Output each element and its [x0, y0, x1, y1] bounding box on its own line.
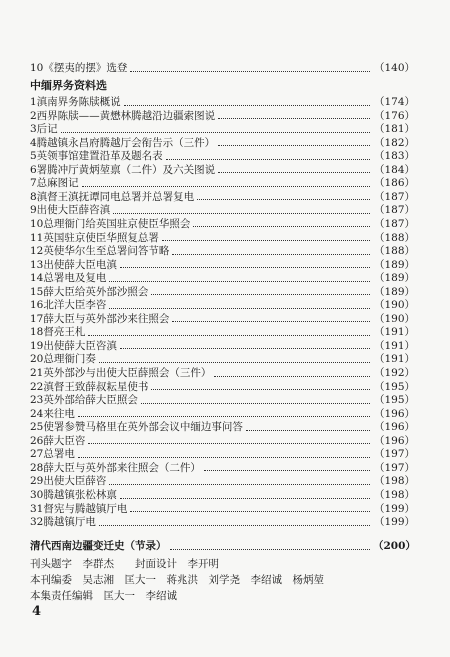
toc-entry[interactable] — [30, 407, 415, 421]
toc-entry[interactable] — [30, 122, 415, 136]
dot-leader — [120, 267, 370, 268]
credit-line-responsible: 本集责任编辑 匡大一 李绍诚 — [30, 590, 177, 602]
toc-entry-label: 30腾越镇张松林禀 — [30, 489, 117, 501]
dot-leader — [130, 511, 370, 512]
toc-entry-page: （192） — [373, 367, 415, 379]
toc-entry[interactable] — [30, 380, 415, 394]
dot-leader — [78, 416, 370, 417]
toc-entry-label: 20总理衙门奏 — [30, 353, 96, 366]
dot-leader — [170, 549, 371, 550]
toc-entry[interactable] — [30, 461, 415, 475]
credit-line-editors: 本刊编委 吴志湘 匡大一 蒋兆洪 刘学尧 李绍诚 杨炳堃 — [30, 574, 324, 586]
toc-entry-label: 10《摆夷的摆》选登 — [30, 62, 128, 74]
toc-entry[interactable] — [30, 258, 415, 272]
dot-leader — [61, 132, 370, 133]
toc-entry-label: 2西界陈牍——黄懋林腾越沿边疆索图说 — [30, 109, 216, 122]
toc-entry-label: 10总理衙门给英国驻京使臣华照会 — [30, 217, 191, 230]
toc-entry-page: （184） — [373, 163, 415, 176]
dot-leader — [162, 240, 370, 241]
toc-entry-page: （196） — [373, 434, 415, 447]
dot-leader — [151, 389, 370, 390]
dot-leader — [193, 226, 370, 227]
toc-entry-page: （189） — [373, 272, 415, 285]
toc-entry-page: （198） — [373, 489, 415, 501]
toc-entry-label: 27总署电 — [30, 448, 75, 461]
toc-entry-label: 19出使薛大臣咨滇 — [30, 339, 117, 352]
toc-entry-page: （186） — [373, 177, 415, 190]
section-entry-label: 清代西南边疆变迁史（节录） — [30, 540, 167, 552]
dot-leader — [78, 457, 370, 458]
toc-entry[interactable] — [30, 190, 415, 204]
toc-entry-page: （191） — [373, 353, 415, 366]
toc-entry-label: 8滇督王滇抚谭同电总署并总署复电 — [30, 190, 195, 203]
toc-entry-label: 28薛大臣与英外部来往照会（二件） — [30, 461, 201, 474]
toc-entry-page: （183） — [373, 150, 415, 163]
toc-entry-label: 31督宪与腾越镇厅电 — [30, 502, 128, 515]
toc-entry[interactable] — [30, 285, 415, 299]
dot-leader — [99, 362, 370, 363]
toc-entry-label: 16北洋大臣李咨 — [30, 299, 107, 312]
toc-entry-page: （187） — [373, 217, 415, 230]
toc-entry-label: 17薛大臣与英外部沙来往照会 — [30, 312, 170, 325]
toc-entry-label: 29出使大臣薛咨 — [30, 475, 107, 488]
toc-entry[interactable] — [30, 312, 415, 326]
toc-entry[interactable] — [30, 502, 415, 516]
dot-leader — [214, 376, 370, 377]
toc-entry-page: （198） — [373, 475, 415, 488]
dot-leader — [113, 213, 370, 214]
toc-entry-page: （197） — [373, 448, 415, 461]
toc-entry[interactable] — [30, 339, 415, 353]
dot-leader — [197, 199, 370, 200]
dot-leader — [218, 172, 370, 173]
toc-entry[interactable] — [30, 217, 415, 231]
toc-entry[interactable] — [30, 298, 415, 312]
toc-entry[interactable] — [30, 163, 415, 177]
toc-entry-page: （189） — [373, 285, 415, 298]
toc-entry[interactable] — [30, 474, 415, 488]
toc-entry-page: （196） — [373, 407, 415, 420]
toc-entry[interactable] — [30, 244, 415, 258]
toc-entry-page: （187） — [373, 190, 415, 203]
toc-entry[interactable] — [30, 95, 415, 109]
toc-entry-page: （140） — [373, 62, 415, 74]
toc-entry-page: （187） — [373, 204, 415, 217]
toc-entry-page: （189） — [373, 258, 415, 271]
dot-leader — [130, 71, 370, 72]
dot-leader — [120, 498, 370, 499]
toc-entry[interactable] — [30, 393, 415, 407]
toc-entry-label: 25使署参赞马格里在英外部会议中缅边事问答 — [30, 421, 243, 434]
dot-leader — [151, 294, 370, 295]
toc-entry-page: （191） — [373, 326, 415, 339]
toc-entry[interactable] — [30, 488, 415, 502]
toc-entry-label: 9出使大臣薛咨滇 — [30, 204, 111, 217]
toc-entry[interactable] — [30, 366, 415, 380]
toc-entry-label: 6署腾冲厅黄炳堃禀（二件）及六关图说 — [30, 163, 216, 176]
toc-entry-page: （176） — [373, 109, 415, 122]
toc-entry[interactable] — [30, 325, 415, 339]
section-title: 中缅界务资料选 — [30, 79, 107, 92]
credit-line-cover: 刊头题字 李群杰 封面设计 李开明 — [30, 558, 219, 570]
dot-leader — [88, 335, 370, 336]
dot-leader — [124, 105, 370, 106]
toc-entry-page: （199） — [373, 516, 415, 528]
toc-entry-label: 12英使华尔生至总署问答节略 — [30, 245, 170, 258]
toc-entry-label: 22滇督王致薛叔耘星使书 — [30, 380, 149, 393]
toc-entry-label: 32腾越镇厅电 — [30, 516, 96, 528]
toc-entry-label: 3后记 — [30, 123, 58, 136]
dot-leader — [109, 308, 370, 309]
toc-entry-label: 13出使薛大臣电滇 — [30, 258, 117, 271]
toc-entry[interactable] — [30, 447, 415, 461]
dot-leader — [204, 470, 370, 471]
toc-entry-label: 23英外部给薛大臣照会 — [30, 394, 138, 407]
toc-entry-page: （195） — [373, 394, 415, 407]
toc-entry-page: （190） — [373, 299, 415, 312]
dot-leader — [141, 403, 370, 404]
toc-entry-label: 15薛大臣给英外部沙照会 — [30, 285, 149, 298]
dot-leader — [99, 525, 370, 526]
dot-leader — [172, 321, 370, 322]
toc-entry-label: 18督亮王札 — [30, 326, 86, 339]
dot-leader — [218, 145, 370, 146]
toc-entry-page: （196） — [373, 421, 415, 434]
toc-entry-page: （188） — [373, 231, 415, 244]
toc-entry[interactable] — [30, 109, 415, 123]
toc-entry-label: 14总署电及复电 — [30, 272, 107, 285]
toc-entry[interactable] — [30, 434, 415, 448]
toc-entry[interactable] — [30, 203, 415, 217]
dot-leader — [120, 348, 370, 349]
section-entry-page: （200） — [373, 540, 416, 552]
toc-entry-label: 11英国驻京使臣华照复总署 — [30, 231, 159, 244]
toc-entry[interactable] — [30, 136, 415, 150]
toc-entry[interactable] — [30, 231, 415, 245]
toc-entry[interactable] — [30, 420, 415, 434]
toc-entry-page: （181） — [373, 123, 415, 136]
toc-entry-page: （182） — [373, 136, 415, 149]
toc-entry[interactable] — [30, 61, 415, 75]
dot-leader — [166, 159, 370, 160]
dot-leader — [82, 186, 370, 187]
toc-entry-label: 26薛大臣咨 — [30, 434, 86, 447]
dot-leader — [172, 254, 370, 255]
toc-entry-label: 4腾越镇永昌府腾越厅会衔告示（三件） — [30, 136, 216, 149]
toc-entry[interactable] — [30, 149, 415, 163]
toc-entry[interactable] — [30, 176, 415, 190]
toc-entry-page: （195） — [373, 380, 415, 393]
toc-entry[interactable] — [30, 515, 415, 529]
toc-entry-label: 1滇南界务陈牍概说 — [30, 96, 121, 108]
section-entry[interactable] — [30, 539, 415, 553]
dot-leader — [246, 430, 370, 431]
dot-leader — [109, 281, 370, 282]
toc-entry-label: 5英领事馆建置沿革及题名表 — [30, 150, 163, 163]
toc-entry-label: 21英外部沙与出使大臣薛照会（三件） — [30, 367, 212, 379]
page-number: 4 — [32, 604, 42, 619]
toc-entry-page: （174） — [373, 96, 415, 108]
dot-leader — [109, 484, 370, 485]
toc-entry[interactable] — [30, 352, 415, 366]
toc-entry-label: 24来往电 — [30, 407, 75, 420]
dot-leader — [88, 443, 370, 444]
toc-entry-page: （199） — [373, 502, 415, 515]
toc-entry-page: （191） — [373, 339, 415, 352]
dot-leader — [218, 118, 370, 119]
toc-entry-page: （190） — [373, 312, 415, 325]
toc-entry[interactable] — [30, 271, 415, 285]
toc-entry-page: （197） — [373, 461, 415, 474]
toc-entry-page: （188） — [373, 245, 415, 258]
toc-entry-label: 7总麻图记 — [30, 177, 79, 190]
